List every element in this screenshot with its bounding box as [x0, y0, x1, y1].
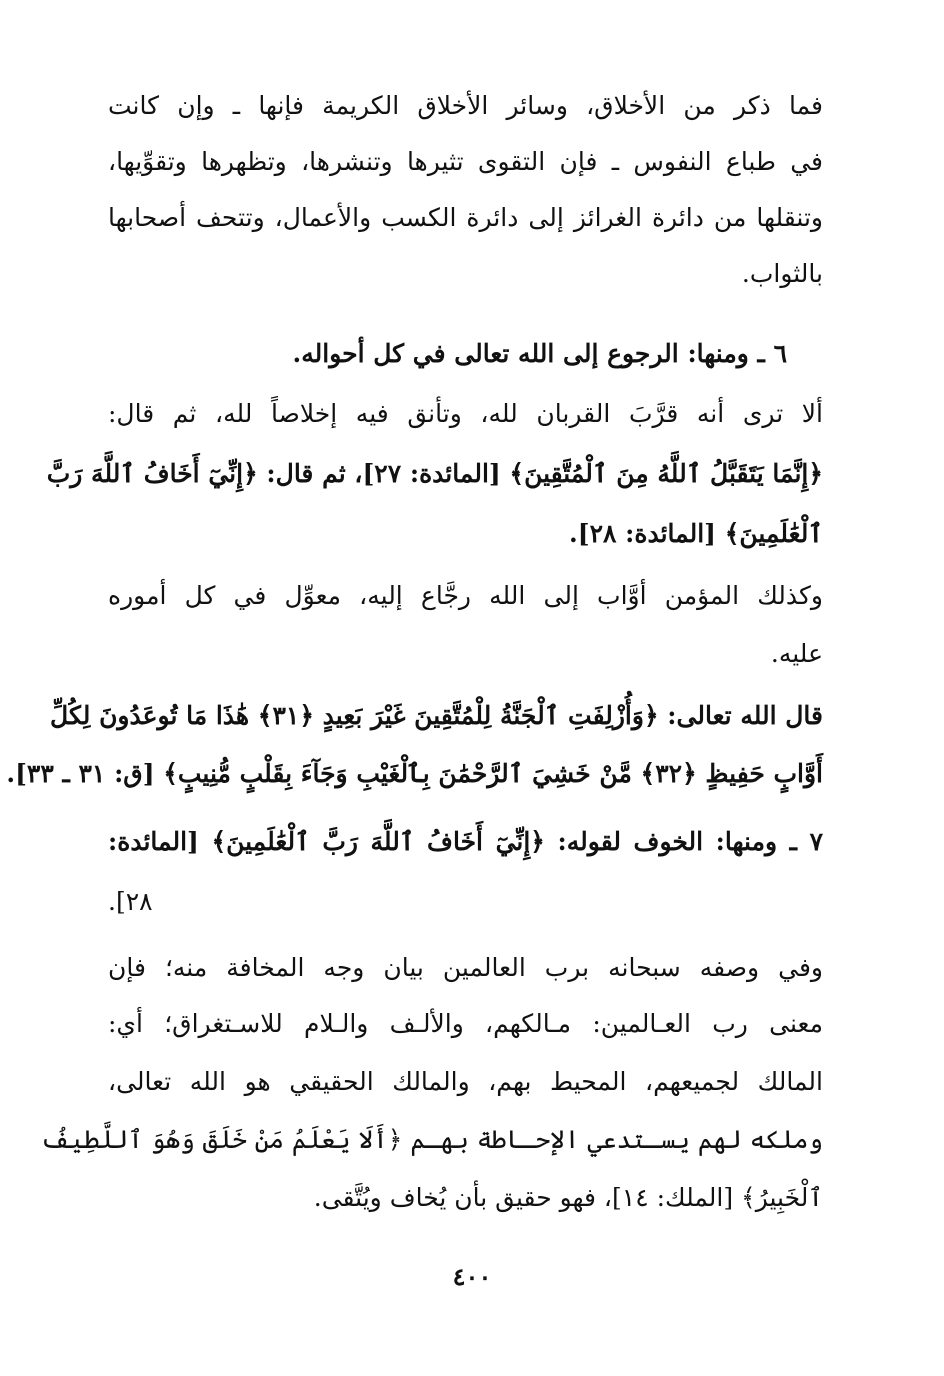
paragraph-line: ٢٨]. [108, 887, 153, 916]
quran-verse-line: ﴿إِنَّمَا يَتَقَبَّلُ ٱللَّهُ مِنَ ٱلْمُتَّقِينَ﴾ [المائدة: ٢٧]، ثم قال: ﴿إِنِّيٓ أَخَافُ ٱللَّهَ رَبَّ [46, 459, 823, 488]
paragraph-line: المالك لجميعهم، المحيط بهم، والمالك الحقيقي هو الله تعالى، [108, 1067, 823, 1096]
paragraph-line: وفي وصفه سبحانه برب العالمين بيان وجه المخافة منه؛ فإن [108, 953, 823, 982]
quran-verse-line: أَوَّابٍ حَفِيظٍ ﴿٣٢﴾ مَّنْ خَشِيَ ٱلرَّحْمَٰنَ بِٱلْغَيْبِ وَجَآءَ بِقَلْبٍ مُّنِيبٍ﴾ [ق: ٣١ ـ ٣٣]. [6, 759, 823, 788]
paragraph-line: في طباع النفوس ـ فإن التقوى تثيرها وتنشرها، وتظهرها وتقوِّيها، [108, 147, 823, 176]
paragraph-line: وملكه لهم يسـتدعي الإحـاطة بهـم ﴿أَلَا يَعْلَمُ مَنْ خَلَقَ وَهُوَ ٱللَّطِيفُ [40, 1125, 823, 1154]
paragraph-line: معنى رب العـالمين: مـالكهم، والألـف والـلام للاسـتغراق؛ أي: [108, 1009, 823, 1038]
paragraph-line: وتنقلها من دائرة الغرائز إلى دائرة الكسب والأعمال، وتتحف أصحابها [108, 203, 823, 232]
paragraph-line: وكذلك المؤمن أوَّاب إلى الله رجَّاع إليه، معوِّل في كل أموره [108, 581, 823, 610]
paragraph-line: عليه. [770, 639, 823, 668]
page-number: ٤٠٠ [452, 1262, 492, 1291]
paragraph-line: بالثواب. [741, 259, 823, 288]
section-heading-6: ٦ ـ ومنها: الرجوع إلى الله تعالى في كل أحواله. [292, 339, 787, 368]
paragraph-line: ألا ترى أنه قرَّبَ القربان لله، وتأنق فيه إخلاصاً لله، ثم قال: [108, 399, 823, 428]
paragraph-line: ٱلْخَبِيرُ﴾ [الملك: ١٤]، فهو حقيق بأن يُخاف ويُتَّقى. [313, 1183, 823, 1212]
section-heading-7: ٧ ـ ومنها: الخوف لقوله: ﴿إِنِّيٓ أَخَافُ ٱللَّهَ رَبَّ ٱلْعَٰلَمِينَ﴾ [المائدة: [108, 827, 823, 856]
document-page [6, 86, 823, 1286]
quran-verse-line: قال الله تعالى: ﴿وَأُزْلِفَتِ ٱلْجَنَّةُ لِلْمُتَّقِينَ غَيْرَ بَعِيدٍ ﴿٣١﴾ هَٰذَا مَا تُوعَدُونَ لِكُلِّ [50, 701, 823, 730]
paragraph-line: فما ذكر من الأخلاق، وسائر الأخلاق الكريمة فإنها ـ وإن كانت [108, 91, 823, 120]
quran-verse-line: ٱلْعَٰلَمِينَ﴾ [المائدة: ٢٨]. [569, 519, 823, 548]
